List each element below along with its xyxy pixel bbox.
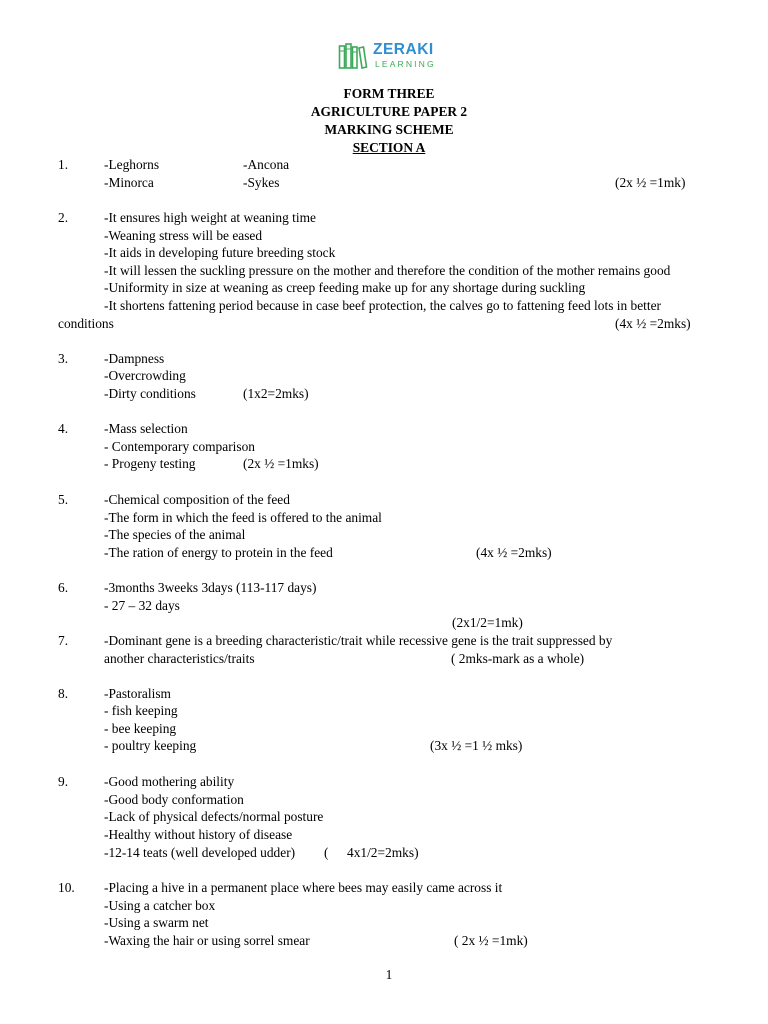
q8-answer: -Pastoralism bbox=[104, 686, 171, 701]
q10-answer: -Placing a hive in a permanent place where bees may easily came across it bbox=[104, 880, 503, 895]
page-number: 1 bbox=[385, 967, 393, 982]
q1-answer: -Ancona bbox=[243, 157, 290, 172]
q9-answer: -Good body conformation bbox=[104, 792, 244, 807]
q8-number: 8. bbox=[58, 686, 69, 701]
q9-answer: -Lack of physical defects/normal posture bbox=[104, 809, 324, 824]
q9-answer: -Healthy without history of disease bbox=[104, 827, 293, 842]
q7-answer: -Dominant gene is a breeding characteristic/trait while recessive gene is the trait suppressed by bbox=[104, 633, 613, 648]
logo-subtitle: LEARNING bbox=[375, 59, 436, 69]
q2-answer: -It shortens fattening period because in case beef protection, the calves go to fattening feed lots in better bbox=[104, 298, 661, 313]
q2-answer: -Uniformity in size at weaning as creep feeding make up for any shortage during suckling bbox=[104, 280, 586, 295]
header-line-form: FORM THREE bbox=[343, 86, 435, 101]
q8-answer: - bee keeping bbox=[104, 721, 177, 736]
zeraki-logo bbox=[338, 42, 448, 72]
books-icon bbox=[338, 42, 368, 70]
q9-answer: -12-14 teats (well developed udder) bbox=[104, 845, 296, 860]
q4-number: 4. bbox=[58, 421, 69, 436]
q6-marks: (2x1/2=1mk) bbox=[452, 615, 523, 630]
q1-answer: -Sykes bbox=[243, 175, 280, 190]
q9-marks: 4x1/2=2mks) bbox=[347, 845, 419, 860]
q4-marks: (2x ½ =1mks) bbox=[243, 456, 319, 471]
q4-answer: - Progeny testing bbox=[104, 456, 196, 471]
logo-name: ZERAKI bbox=[373, 41, 434, 58]
q6-answer: - 27 – 32 days bbox=[104, 598, 180, 613]
q2-marks: (4x ½ =2mks) bbox=[615, 316, 691, 331]
q2-answer: -Weaning stress will be eased bbox=[104, 228, 263, 243]
q5-answer: -The ration of energy to protein in the feed bbox=[104, 545, 333, 560]
q3-answer: -Overcrowding bbox=[104, 368, 186, 383]
q7-answer: another characteristics/traits bbox=[104, 651, 255, 666]
q6-answer: -3months 3weeks 3days (113-117 days) bbox=[104, 580, 317, 595]
q1-number: 1. bbox=[58, 157, 69, 172]
q10-answer: -Using a swarm net bbox=[104, 915, 209, 930]
q2-answer: -It will lessen the suckling pressure on the mother and therefore the condition of the mother remains good bbox=[104, 263, 671, 278]
q10-marks: ( 2x ½ =1mk) bbox=[454, 933, 528, 948]
q4-answer: - Contemporary comparison bbox=[104, 439, 255, 454]
q5-answer: -Chemical composition of the feed bbox=[104, 492, 290, 507]
q1-answer: -Leghorns bbox=[104, 157, 160, 172]
q10-number: 10. bbox=[58, 880, 75, 895]
q1-marks: (2x ½ =1mk) bbox=[615, 175, 686, 190]
q2-answer-continued: conditions bbox=[58, 316, 114, 331]
section-heading: SECTION A bbox=[352, 140, 426, 155]
q10-answer: -Waxing the hair or using sorrel smear bbox=[104, 933, 310, 948]
q2-number: 2. bbox=[58, 210, 69, 225]
q10-answer: -Using a catcher box bbox=[104, 898, 216, 913]
q3-marks: (1x2=2mks) bbox=[243, 386, 309, 401]
header-line-paper: AGRICULTURE PAPER 2 bbox=[310, 104, 468, 119]
q7-number: 7. bbox=[58, 633, 69, 648]
q8-marks: (3x ½ =1 ½ mks) bbox=[430, 738, 523, 753]
q2-answer: -It aids in developing future breeding stock bbox=[104, 245, 336, 260]
q7-marks: ( 2mks-mark as a whole) bbox=[451, 651, 585, 666]
q9-answer: -Good mothering ability bbox=[104, 774, 235, 789]
q5-number: 5. bbox=[58, 492, 69, 507]
q5-marks: (4x ½ =2mks) bbox=[476, 545, 552, 560]
q6-number: 6. bbox=[58, 580, 69, 595]
q3-number: 3. bbox=[58, 351, 69, 366]
q9-marks-paren: ( bbox=[324, 845, 329, 860]
q3-answer: -Dampness bbox=[104, 351, 165, 366]
q8-answer: - poultry keeping bbox=[104, 738, 197, 753]
header-line-scheme: MARKING SCHEME bbox=[324, 122, 454, 137]
q8-answer: - fish keeping bbox=[104, 703, 178, 718]
q4-answer: -Mass selection bbox=[104, 421, 188, 436]
q2-answer: -It ensures high weight at weaning time bbox=[104, 210, 316, 225]
q9-number: 9. bbox=[58, 774, 69, 789]
q1-answer: -Minorca bbox=[104, 175, 154, 190]
q5-answer: -The form in which the feed is offered to the animal bbox=[104, 510, 382, 525]
q3-answer: -Dirty conditions bbox=[104, 386, 196, 401]
q5-answer: -The species of the animal bbox=[104, 527, 246, 542]
